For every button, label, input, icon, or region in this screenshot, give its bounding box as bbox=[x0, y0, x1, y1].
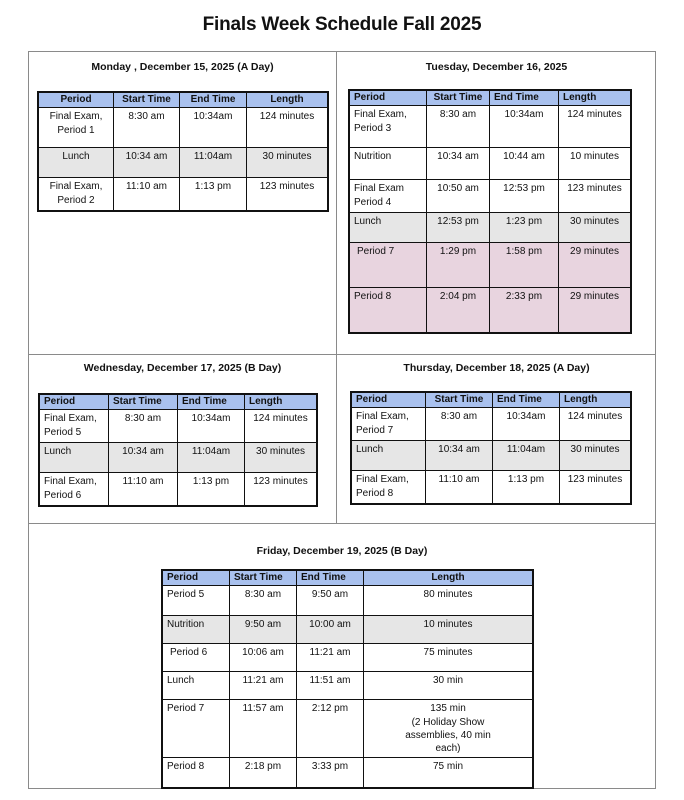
cell-start: 11:10 am bbox=[426, 471, 493, 505]
cell-start: 11:21 am bbox=[230, 672, 297, 700]
cell-length: 75 minutes bbox=[364, 644, 534, 672]
day-title-wednesday: Wednesday, December 17, 2025 (B Day) bbox=[83, 362, 282, 374]
col-header-end: End Time bbox=[493, 392, 560, 408]
cell-end: 10:44 am bbox=[490, 148, 559, 180]
cell-start: 8:30 am bbox=[426, 408, 493, 441]
day-title-thursday: Thursday, December 18, 2025 (A Day) bbox=[403, 362, 590, 374]
cell-end: 11:51 am bbox=[297, 672, 364, 700]
cell-start: 8:30 am bbox=[230, 586, 297, 616]
cell-end: 11:21 am bbox=[297, 644, 364, 672]
col-header-period: Period bbox=[349, 90, 427, 106]
col-header-period: Period bbox=[39, 394, 109, 410]
table-row bbox=[162, 672, 533, 700]
cell-period: Final Exam, Period 6 bbox=[39, 473, 109, 507]
table-header-row bbox=[349, 90, 631, 106]
cell-end: 12:53 pm bbox=[490, 180, 559, 213]
cell-length: 30 minutes bbox=[559, 213, 632, 243]
cell-end: 11:04am bbox=[178, 443, 245, 473]
col-header-end: End Time bbox=[297, 570, 364, 586]
table-row bbox=[39, 410, 317, 443]
divider-horizontal-2 bbox=[28, 523, 656, 524]
cell-end: 2:33 pm bbox=[490, 288, 559, 333]
col-header-length: Length bbox=[245, 394, 318, 410]
cell-period: Lunch bbox=[38, 148, 114, 178]
table-row bbox=[162, 700, 533, 758]
cell-period: Final Exam, Period 5 bbox=[39, 410, 109, 443]
cell-end: 3:33 pm bbox=[297, 758, 364, 788]
table-row bbox=[351, 408, 631, 441]
cell-end: 10:34am bbox=[180, 108, 247, 148]
cell-length: 29 minutes bbox=[559, 288, 632, 333]
col-header-end: End Time bbox=[180, 92, 247, 108]
cell-start: 11:10 am bbox=[109, 473, 178, 507]
cell-period: Period 7 bbox=[349, 243, 427, 288]
table-header-row bbox=[39, 394, 317, 410]
cell-period: Lunch bbox=[349, 213, 427, 243]
col-header-length: Length bbox=[247, 92, 329, 108]
cell-end: 9:50 am bbox=[297, 586, 364, 616]
table-header-row bbox=[162, 570, 533, 586]
day-title-tuesday: Tuesday, December 16, 2025 bbox=[425, 61, 568, 73]
cell-period: Period 8 bbox=[349, 288, 427, 333]
col-header-length: Length bbox=[560, 392, 632, 408]
length-note: (2 Holiday Show assemblies, 40 min each) bbox=[405, 717, 491, 754]
col-header-start: Start Time bbox=[427, 90, 490, 106]
table-row bbox=[38, 148, 328, 178]
table-row bbox=[39, 473, 317, 507]
col-header-period: Period bbox=[38, 92, 114, 108]
cell-length: 10 minutes bbox=[364, 616, 534, 644]
table-row bbox=[162, 758, 533, 788]
col-header-start: Start Time bbox=[114, 92, 180, 108]
cell-period: Lunch bbox=[351, 441, 426, 471]
cell-end: 10:34am bbox=[490, 106, 559, 148]
cell-period: Period 5 bbox=[162, 586, 230, 616]
table-row bbox=[349, 288, 631, 333]
cell-start: 9:50 am bbox=[230, 616, 297, 644]
cell-start: 2:18 pm bbox=[230, 758, 297, 788]
cell-length: 10 minutes bbox=[559, 148, 632, 180]
cell-start: 2:04 pm bbox=[427, 288, 490, 333]
cell-end: 2:12 pm bbox=[297, 700, 364, 758]
cell-end: 11:04am bbox=[493, 441, 560, 471]
cell-end: 10:34am bbox=[493, 408, 560, 441]
table-row bbox=[349, 243, 631, 288]
cell-end: 11:04am bbox=[180, 148, 247, 178]
cell-period: Lunch bbox=[162, 672, 230, 700]
col-header-start: Start Time bbox=[109, 394, 178, 410]
cell-period: Final Exam, Period 7 bbox=[351, 408, 426, 441]
cell-period: Lunch bbox=[39, 443, 109, 473]
col-header-end: End Time bbox=[178, 394, 245, 410]
table-row bbox=[38, 108, 328, 148]
schedule-table-friday bbox=[161, 569, 534, 789]
cell-end: 1:58 pm bbox=[490, 243, 559, 288]
col-header-period: Period bbox=[351, 392, 426, 408]
cell-start: 10:34 am bbox=[426, 441, 493, 471]
table-row bbox=[39, 443, 317, 473]
table-header-row bbox=[351, 392, 631, 408]
cell-period: Period 8 bbox=[162, 758, 230, 788]
table-row bbox=[349, 148, 631, 180]
cell-length: 80 minutes bbox=[364, 586, 534, 616]
schedule-table-wednesday bbox=[38, 393, 318, 507]
col-header-period: Period bbox=[162, 570, 230, 586]
cell-length: 124 minutes bbox=[247, 108, 329, 148]
day-title-friday: Friday, December 19, 2025 (B Day) bbox=[256, 545, 428, 557]
length-value: 135 min bbox=[430, 703, 466, 714]
day-title-monday: Monday , December 15, 2025 (A Day) bbox=[91, 61, 274, 73]
cell-start: 11:57 am bbox=[230, 700, 297, 758]
cell-length: 75 min bbox=[364, 758, 534, 788]
cell-length: 29 minutes bbox=[559, 243, 632, 288]
cell-length: 124 minutes bbox=[560, 408, 632, 441]
cell-end: 10:00 am bbox=[297, 616, 364, 644]
table-row bbox=[351, 471, 631, 505]
cell-period: Final Exam, Period 8 bbox=[351, 471, 426, 505]
divider-vertical-middle bbox=[336, 354, 337, 523]
cell-start: 8:30 am bbox=[114, 108, 180, 148]
table-row bbox=[349, 106, 631, 148]
cell-length: 124 minutes bbox=[559, 106, 632, 148]
cell-length: 123 minutes bbox=[560, 471, 632, 505]
cell-length bbox=[364, 700, 534, 758]
cell-length: 124 minutes bbox=[245, 410, 318, 443]
divider-vertical-top bbox=[336, 51, 337, 354]
cell-end: 10:34am bbox=[178, 410, 245, 443]
page-title: Finals Week Schedule Fall 2025 bbox=[202, 14, 482, 35]
table-row bbox=[162, 586, 533, 616]
table-row bbox=[351, 441, 631, 471]
table-row bbox=[162, 644, 533, 672]
table-header-row bbox=[38, 92, 328, 108]
col-header-length: Length bbox=[364, 570, 534, 586]
cell-end: 1:23 pm bbox=[490, 213, 559, 243]
cell-start: 10:34 am bbox=[114, 148, 180, 178]
col-header-start: Start Time bbox=[426, 392, 493, 408]
cell-end: 1:13 pm bbox=[178, 473, 245, 507]
cell-start: 10:06 am bbox=[230, 644, 297, 672]
cell-length: 30 min bbox=[364, 672, 534, 700]
cell-length: 123 minutes bbox=[245, 473, 318, 507]
cell-length: 123 minutes bbox=[559, 180, 632, 213]
cell-end: 1:13 pm bbox=[493, 471, 560, 505]
table-row bbox=[38, 178, 328, 212]
table-row bbox=[349, 213, 631, 243]
cell-period: Final Exam, Period 2 bbox=[38, 178, 114, 212]
divider-horizontal-1 bbox=[28, 354, 656, 355]
cell-start: 10:34 am bbox=[109, 443, 178, 473]
table-row bbox=[349, 180, 631, 213]
cell-period: Period 6 bbox=[162, 644, 230, 672]
schedule-table-tuesday bbox=[348, 89, 632, 334]
schedule-table-monday bbox=[37, 91, 329, 212]
cell-period: Nutrition bbox=[349, 148, 427, 180]
cell-period: Nutrition bbox=[162, 616, 230, 644]
cell-length: 30 minutes bbox=[245, 443, 318, 473]
cell-start: 10:50 am bbox=[427, 180, 490, 213]
cell-start: 12:53 pm bbox=[427, 213, 490, 243]
col-header-length: Length bbox=[559, 90, 632, 106]
cell-length: 123 minutes bbox=[247, 178, 329, 212]
cell-length: 30 minutes bbox=[560, 441, 632, 471]
schedule-table-thursday bbox=[350, 391, 632, 505]
col-header-end: End Time bbox=[490, 90, 559, 106]
cell-period: Final Exam, Period 1 bbox=[38, 108, 114, 148]
cell-start: 11:10 am bbox=[114, 178, 180, 212]
cell-start: 1:29 pm bbox=[427, 243, 490, 288]
cell-period: Period 7 bbox=[162, 700, 230, 758]
cell-period: Final Exam Period 4 bbox=[349, 180, 427, 213]
col-header-start: Start Time bbox=[230, 570, 297, 586]
cell-start: 10:34 am bbox=[427, 148, 490, 180]
cell-start: 8:30 am bbox=[109, 410, 178, 443]
cell-length: 30 minutes bbox=[247, 148, 329, 178]
cell-period: Final Exam, Period 3 bbox=[349, 106, 427, 148]
cell-start: 8:30 am bbox=[427, 106, 490, 148]
table-row bbox=[162, 616, 533, 644]
cell-end: 1:13 pm bbox=[180, 178, 247, 212]
